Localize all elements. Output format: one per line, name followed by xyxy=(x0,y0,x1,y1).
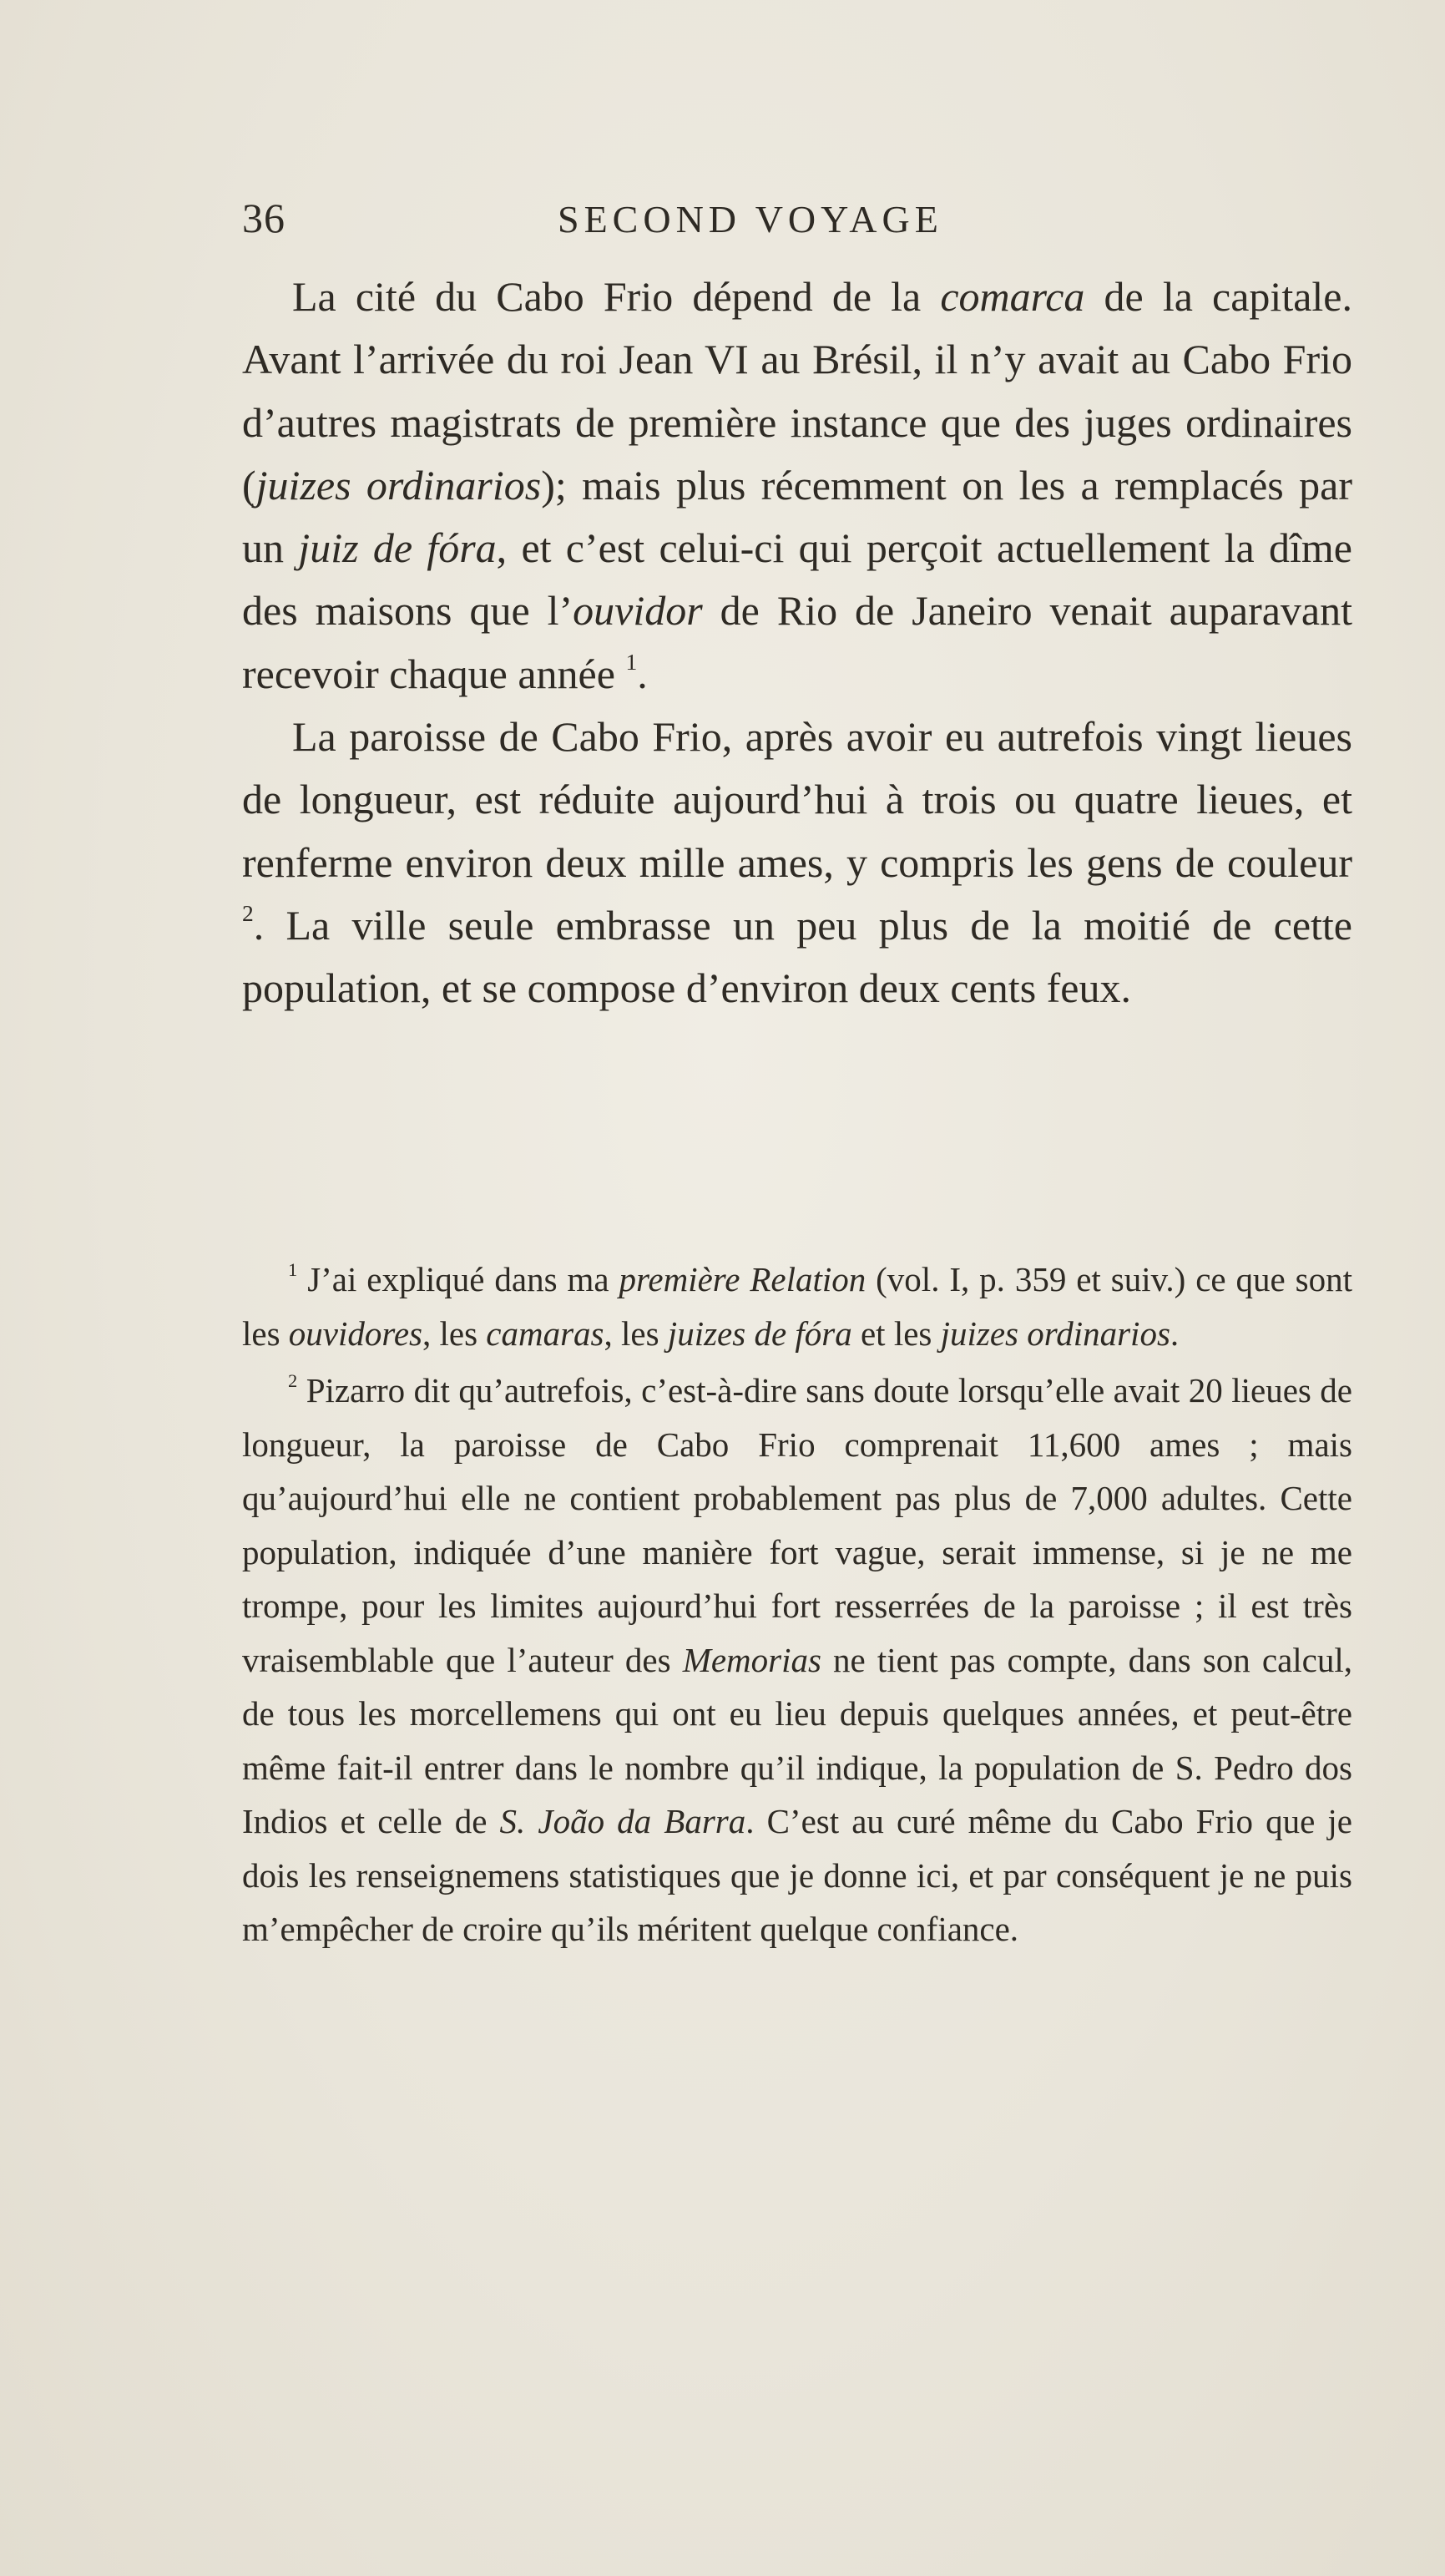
text-run: . C’est au curé même du Cabo Frio que je dois les renseignemens statistiques que je donne ici, et par conséquent je ne puis m’empêcher de croire qu’ils méritent quelque confiance. xyxy=(242,1802,1352,1948)
text-run: La paroisse de Cabo Frio, après avoir eu autrefois vingt lieues de longueur, est réduite aujourd’hui à trois ou quatre lieues, et renferme environ deux mille ames, y compris les gens de couleur xyxy=(242,713,1352,886)
text-run: , les xyxy=(604,1313,668,1353)
text-run: de la capitale. Avant l’arrivée du roi Jean VI au Brésil, il n’y avait au Cabo Frio d’autres magistrats de première instance que des juges ordinaires ( xyxy=(242,273,1352,509)
italic-term: Memorias xyxy=(682,1640,821,1679)
footnotes xyxy=(242,1253,1352,1956)
italic-term: S. João da Barra xyxy=(499,1802,746,1840)
italic-term: juizes ordinarios xyxy=(255,461,542,509)
text-run: . xyxy=(1170,1313,1180,1353)
text-run: La cité du Cabo Frio dépend de la xyxy=(292,273,941,320)
footnote-2 xyxy=(242,1364,1352,1956)
text-run: et les xyxy=(851,1313,941,1353)
text-run: . xyxy=(637,650,648,697)
italic-term: première Relation xyxy=(619,1260,866,1298)
page-number: 36 xyxy=(242,195,285,241)
running-title: SECOND VOYAGE xyxy=(558,198,943,240)
footnote-1 xyxy=(242,1253,1352,1360)
italic-term: ouvidores xyxy=(288,1313,422,1353)
italic-term: comarca xyxy=(940,273,1085,320)
footnote-marker: 1 xyxy=(288,1258,298,1280)
text-run: J’ai expliqué dans ma xyxy=(297,1260,619,1298)
text-run: Pizarro dit qu’autrefois, c’est-à-dire sans doute lorsqu’elle avait 20 lieues de longueur, la paroisse de Cabo Frio comprenait 11,600 ames ; mais qu’aujourd’hui elle ne contient probablement pas plus de 7,000 adultes. Cette population, indiquée d’une manière fort vague, serait immense, si je ne me trompe, pour les limites aujourd’hui fort resserrées de la paroisse ; il est très vraisemblable que l’auteur des xyxy=(242,1371,1352,1679)
paragraph-1 xyxy=(242,266,1352,706)
text-run: ); mais plus récemment on les a remplacés par un xyxy=(242,461,1352,572)
paragraph-2 xyxy=(242,706,1352,1020)
italic-term: camaras xyxy=(486,1313,604,1353)
text-run: , et c’est celui-ci qui perçoit actuellement la dîme des maisons que l’ xyxy=(242,524,1353,635)
footnote-ref-2: 2 xyxy=(242,899,254,926)
italic-term: ouvidor xyxy=(573,587,703,635)
text-run: (vol. I, p. 359 et suiv.) ce que sont les xyxy=(242,1260,1352,1353)
text-run: de Rio de Janeiro venait auparavant recevoir chaque année xyxy=(242,587,1352,697)
italic-term: juizes de fóra xyxy=(667,1313,852,1353)
page-header xyxy=(242,194,1352,252)
footnote-ref-1: 1 xyxy=(625,648,638,675)
italic-term: juiz de fóra xyxy=(298,524,497,572)
text-run: ne tient pas compte, dans son calcul, de tous les morcellemens qui ont eu lieu depuis quelques années, et peut-être même fait-il entrer dans le nombre qu’il indique, la population de S. Pedro dos Indios et celle de xyxy=(242,1640,1352,1840)
text-run: . La ville seule embrasse un peu plus de la moitié de cette population, et se compose d’environ deux cents feux. xyxy=(242,901,1352,1012)
italic-term: juizes ordinarios xyxy=(940,1313,1170,1353)
text-run: , les xyxy=(422,1313,487,1353)
footnote-marker: 2 xyxy=(288,1369,298,1391)
main-text xyxy=(242,266,1352,1020)
